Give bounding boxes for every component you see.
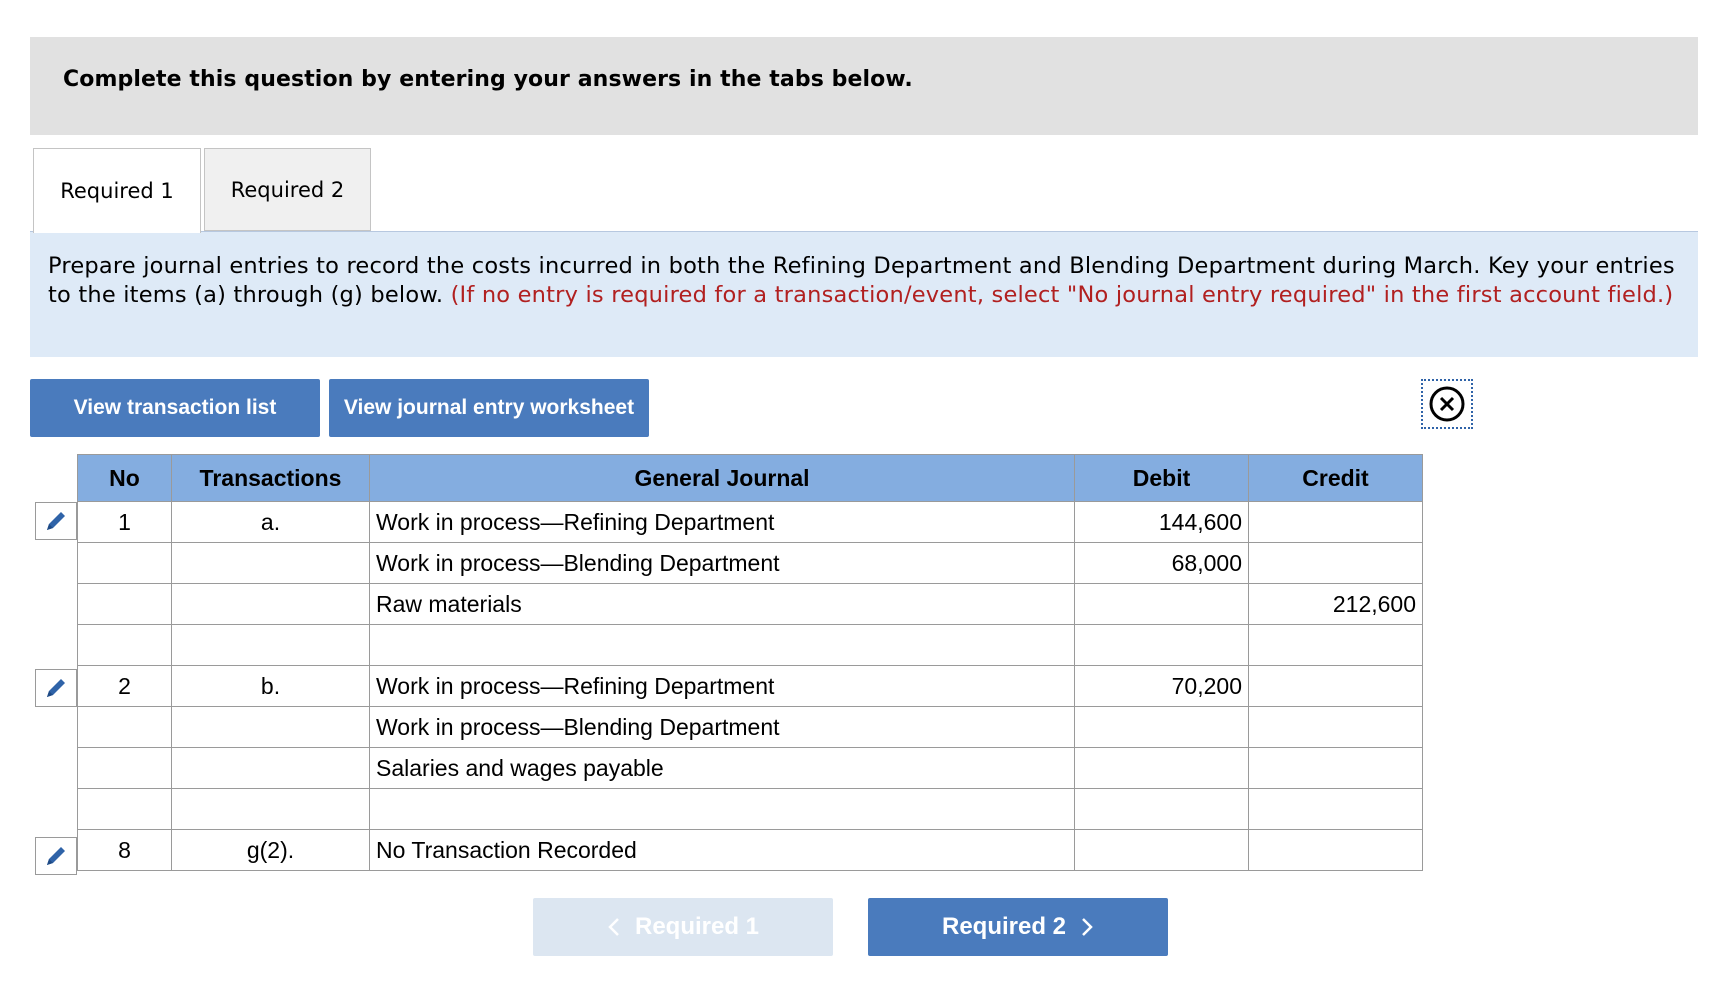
chevron-right-icon bbox=[1080, 917, 1094, 937]
cell-debit bbox=[1075, 584, 1249, 625]
cell-credit bbox=[1249, 748, 1423, 789]
pencil-icon bbox=[43, 675, 69, 701]
cell-no bbox=[78, 789, 172, 830]
cell-account: Salaries and wages payable bbox=[370, 748, 1075, 789]
cell-no: 8 bbox=[78, 830, 172, 871]
edit-entry-1-button[interactable] bbox=[35, 502, 77, 540]
instructions-panel bbox=[30, 232, 1698, 357]
table-row bbox=[78, 543, 1423, 584]
chevron-left-icon bbox=[607, 917, 621, 937]
cell-debit: 144,600 bbox=[1075, 502, 1249, 543]
next-required-2-button[interactable] bbox=[868, 898, 1168, 956]
cell-no bbox=[78, 707, 172, 748]
cell-no: 2 bbox=[78, 666, 172, 707]
cell-transaction: a. bbox=[172, 502, 370, 543]
header-transactions: Transactions bbox=[172, 455, 370, 502]
cell-account: Work in process—Refining Department bbox=[370, 502, 1075, 543]
tab-required-2[interactable]: Required 2 bbox=[204, 148, 371, 231]
previous-required-1-button[interactable] bbox=[533, 898, 833, 956]
cell-credit: 212,600 bbox=[1249, 584, 1423, 625]
view-journal-entry-worksheet-button[interactable]: View journal entry worksheet bbox=[329, 379, 649, 437]
journal-table bbox=[77, 454, 1423, 871]
table-row bbox=[78, 666, 1423, 707]
cell-debit: 70,200 bbox=[1075, 666, 1249, 707]
cell-debit bbox=[1075, 748, 1249, 789]
cell-account: Work in process—Refining Department bbox=[370, 666, 1075, 707]
pencil-icon bbox=[43, 508, 69, 534]
header-general-journal: General Journal bbox=[370, 455, 1075, 502]
cell-debit bbox=[1075, 707, 1249, 748]
cell-no bbox=[78, 584, 172, 625]
table-row bbox=[78, 748, 1423, 789]
question-header-title: Complete this question by entering your answers in the tabs below. bbox=[63, 67, 913, 92]
header-no: No bbox=[78, 455, 172, 502]
header-credit: Credit bbox=[1249, 455, 1423, 502]
cell-credit bbox=[1249, 707, 1423, 748]
cell-account bbox=[370, 789, 1075, 830]
cell-transaction bbox=[172, 748, 370, 789]
pencil-icon bbox=[43, 843, 69, 869]
cell-no bbox=[78, 625, 172, 666]
cell-account: Raw materials bbox=[370, 584, 1075, 625]
close-circle-icon bbox=[1428, 385, 1466, 423]
table-row bbox=[78, 707, 1423, 748]
table-row bbox=[78, 502, 1423, 543]
cell-credit bbox=[1249, 502, 1423, 543]
view-transaction-list-button[interactable]: View transaction list bbox=[30, 379, 320, 437]
cell-credit bbox=[1249, 789, 1423, 830]
cell-transaction bbox=[172, 707, 370, 748]
cell-credit bbox=[1249, 830, 1423, 871]
cell-transaction bbox=[172, 625, 370, 666]
table-row bbox=[78, 789, 1423, 830]
cell-debit bbox=[1075, 789, 1249, 830]
cell-debit bbox=[1075, 625, 1249, 666]
cell-account bbox=[370, 625, 1075, 666]
cell-transaction bbox=[172, 543, 370, 584]
cell-transaction bbox=[172, 789, 370, 830]
next-button-label: Required 2 bbox=[941, 913, 1067, 940]
close-button[interactable] bbox=[1421, 379, 1473, 429]
table-row bbox=[78, 584, 1423, 625]
cell-transaction bbox=[172, 584, 370, 625]
cell-account: No Transaction Recorded bbox=[370, 830, 1075, 871]
cell-credit bbox=[1249, 543, 1423, 584]
edit-entry-2-button[interactable] bbox=[35, 669, 77, 707]
journal-header-row bbox=[78, 455, 1423, 502]
cell-no: 1 bbox=[78, 502, 172, 543]
cell-transaction: b. bbox=[172, 666, 370, 707]
edit-entry-8-button[interactable] bbox=[35, 837, 77, 875]
cell-credit bbox=[1249, 666, 1423, 707]
cell-debit bbox=[1075, 830, 1249, 871]
table-row bbox=[78, 625, 1423, 666]
previous-button-label: Required 1 bbox=[634, 913, 760, 940]
instructions-text: Prepare journal entries to record the costs incurred in both the Refining Department and Blending Department during March. Key your entries to the items (a) through (g) below. bbox=[48, 253, 1675, 308]
cell-account: Work in process—Blending Department bbox=[370, 543, 1075, 584]
cell-no bbox=[78, 748, 172, 789]
question-header bbox=[30, 37, 1698, 135]
cell-no bbox=[78, 543, 172, 584]
instructions-note: (If no entry is required for a transaction/event, select "No journal entry required" in the first account field.) bbox=[450, 282, 1674, 308]
cell-debit: 68,000 bbox=[1075, 543, 1249, 584]
cell-account: Work in process—Blending Department bbox=[370, 707, 1075, 748]
tab-required-1[interactable]: Required 1 bbox=[33, 148, 201, 233]
header-debit: Debit bbox=[1075, 455, 1249, 502]
table-row bbox=[78, 830, 1423, 871]
cell-credit bbox=[1249, 625, 1423, 666]
cell-transaction: g(2). bbox=[172, 830, 370, 871]
